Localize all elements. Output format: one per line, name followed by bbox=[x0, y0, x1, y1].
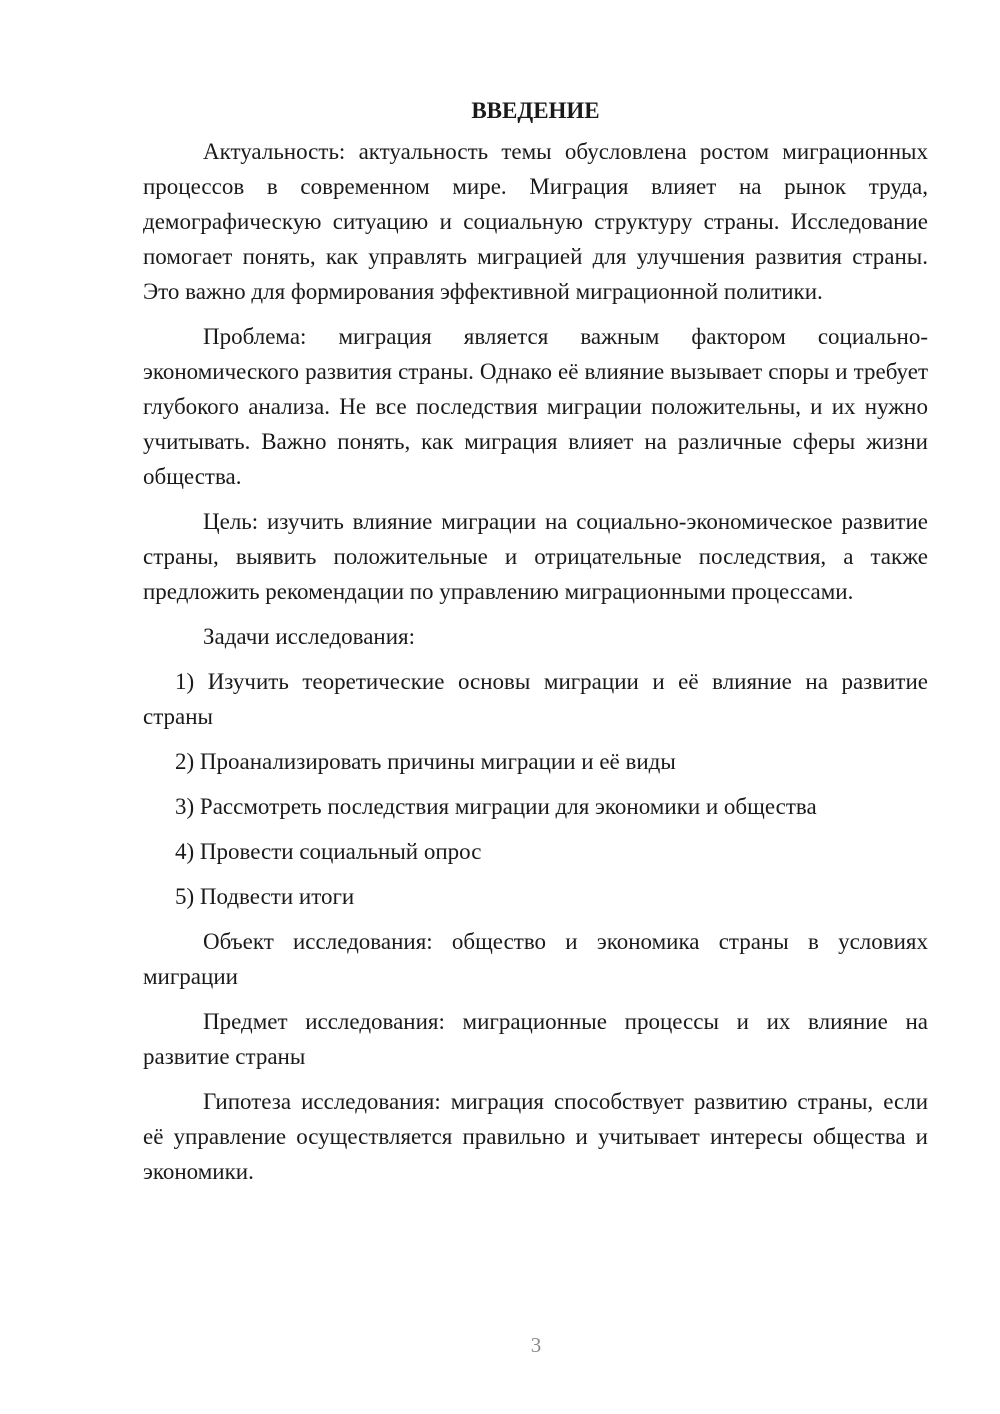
relevance-paragraph: Актуальность: актуальность темы обусловлена ростом миграционных процессов в современном мире. Миграция влияет на рынок труда, демографическую ситуацию и социальную структуру страны. Исследование помогает понять, как управлять миграцией для улучшения развития страны. Это важно для формирования эффективной миграционной политики. bbox=[143, 139, 928, 304]
hypothesis-paragraph: Гипотеза исследования: миграция способствует развитию страны, если её управление осуществляется правильно и учитывает интересы общества и экономики. bbox=[143, 1089, 928, 1184]
document-body bbox=[143, 93, 928, 1199]
page-number: 3 bbox=[530, 1333, 542, 1357]
tasks-heading: Задачи исследования: bbox=[203, 624, 416, 649]
object-paragraph: Объект исследования: общество и экономика страны в условиях миграции bbox=[143, 929, 928, 989]
task-item: 4) Провести социальный опрос bbox=[175, 839, 482, 864]
task-item: 5) Подвести итоги bbox=[175, 884, 355, 909]
section-title: ВВЕДЕНИЕ bbox=[471, 98, 600, 123]
task-item: 2) Проанализировать причины миграции и её виды bbox=[175, 749, 676, 774]
task-item: 1) Изучить теоретические основы миграции и её влияние на развитие страны bbox=[143, 669, 928, 729]
subject-paragraph: Предмет исследования: миграционные процессы и их влияние на развитие страны bbox=[143, 1009, 928, 1069]
goal-paragraph: Цель: изучить влияние миграции на социально-экономическое развитие страны, выявить положительные и отрицательные последствия, а также предложить рекомендации по управлению миграционными процессами. bbox=[143, 509, 928, 604]
task-item: 3) Рассмотреть последствия миграции для экономики и общества bbox=[175, 794, 817, 819]
problem-paragraph: Проблема: миграция является важным фактором социально-экономического развития страны. Однако её влияние вызывает споры и требует глубокого анализа. Не все последствия миграции положительны, и их нужно учитывать. Важно понять, как миграция влияет на различные сферы жизни общества. bbox=[143, 324, 928, 489]
